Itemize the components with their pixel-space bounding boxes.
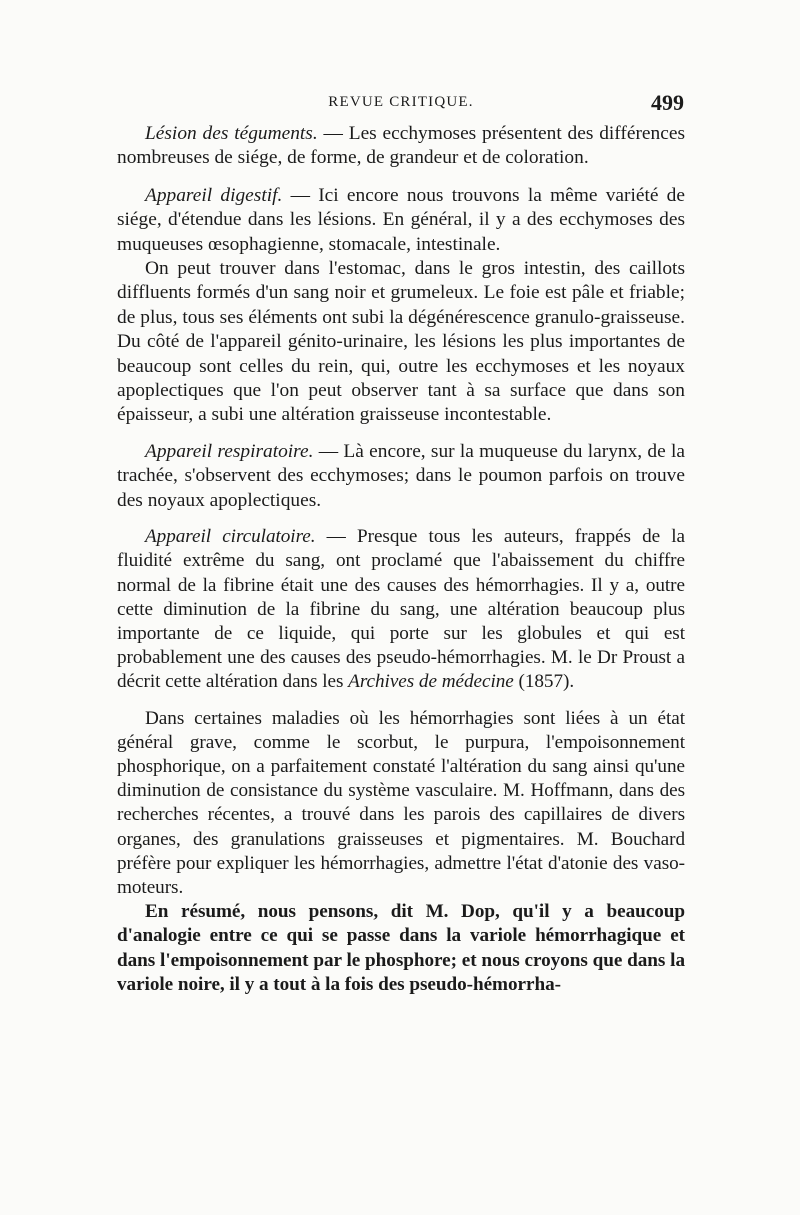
paragraph-text: — Là encore, sur la muqueuse du larynx, de la trachée, s'observent des ecchymoses; dans le poumon parfois on trouve des noyaux apoplectiques. [117,440,685,511]
citation-journal: Archives de médecine [348,671,514,693]
page-number: 499 [651,90,684,115]
paragraph-maladies [117,707,685,901]
section-heading-digestif: Appareil digestif. [145,184,283,206]
paragraph-respiratoire [117,440,685,513]
paragraph-text: — Ici encore nous trouvons la même variété de siége, d'étendue dans les lésions. En général, il y a des ecchymoses des muqueuses œsophagienne, stomacale, intestinale. [117,184,685,255]
paragraph-text: En résumé, nous pensons, dit M. Dop, qu'il y a beaucoup d'analogie entre ce qui se passe dans la variole hémorrhagique et dans l'empoisonnement par le phosphore; et nous croyons que dans la variole noire, il y a tout à la fois des pseudo-hémorrha- [117,901,685,995]
paragraph-resume [117,900,685,997]
paragraph-estomac [117,257,685,428]
paragraph-teguments [117,122,685,171]
running-head: REVUE CRITIQUE. [328,94,474,110]
paragraph-circulatoire [117,525,685,694]
citation-year: (1857). [513,671,575,693]
section-heading-teguments: Lésion des téguments. [145,123,318,144]
paragraph-text: On peut trouver dans l'estomac, dans le gros intestin, des caillots diffluents formés d'un sang noir et grumeleux. Le foie est pâle et friable; de plus, tous ses éléments ont subi la dégénérescence granulo-graisseuse. Du côté de l'appareil génito-urinaire, les lésions les plus importantes de beaucoup sont celles du rein, qui, outre les ecchymoses et les noyaux apoplectiques que l'on peut observer tant à sa surface que dans son épaisseur, a subi une altération graisseuse incontestable. [117,258,685,426]
paragraph-text: Dans certaines maladies où les hémorrhagies sont liées à un état général grave, comme le scorbut, le purpura, l'empoisonnement phosphorique, on a parfaitement constaté l'altération du sang ainsi qu'une diminution de consistance du système vasculaire. M. Hoffmann, dans des recherches récentes, a trouvé dans les parois des capillaires de divers organes, des granulations graisseuses et pigmentaires. M. Bouchard préfère pour expliquer les hémorrhagies, admettre l'état d'atonie des vaso-moteurs. [117,707,685,898]
section-heading-respiratoire: Appareil respiratoire. [145,440,314,462]
paragraph-digestif [117,184,685,257]
paragraph-text: — Les ecchymoses présentent des différences nombreuses de siége, de forme, de grandeur et de coloration. [117,123,685,169]
body-text [117,122,685,997]
page-header [118,90,684,120]
section-heading-circulatoire: Appareil circulatoire. [145,526,316,548]
paragraph-text: — Presque tous les auteurs, frappés de la fluidité extrême du sang, ont proclamé que l'abaissement du chiffre normal de la fibrine était une des causes des hémorrhagies. Il y a, outre cette diminution de la fibrine du sang, une altération beaucoup plus importante de ce liquide, qui porte sur les globules et qui est probablement une des causes des pseudo-hémorrhagies. M. le Dr Proust a décrit cette altération dans les [117,526,686,693]
